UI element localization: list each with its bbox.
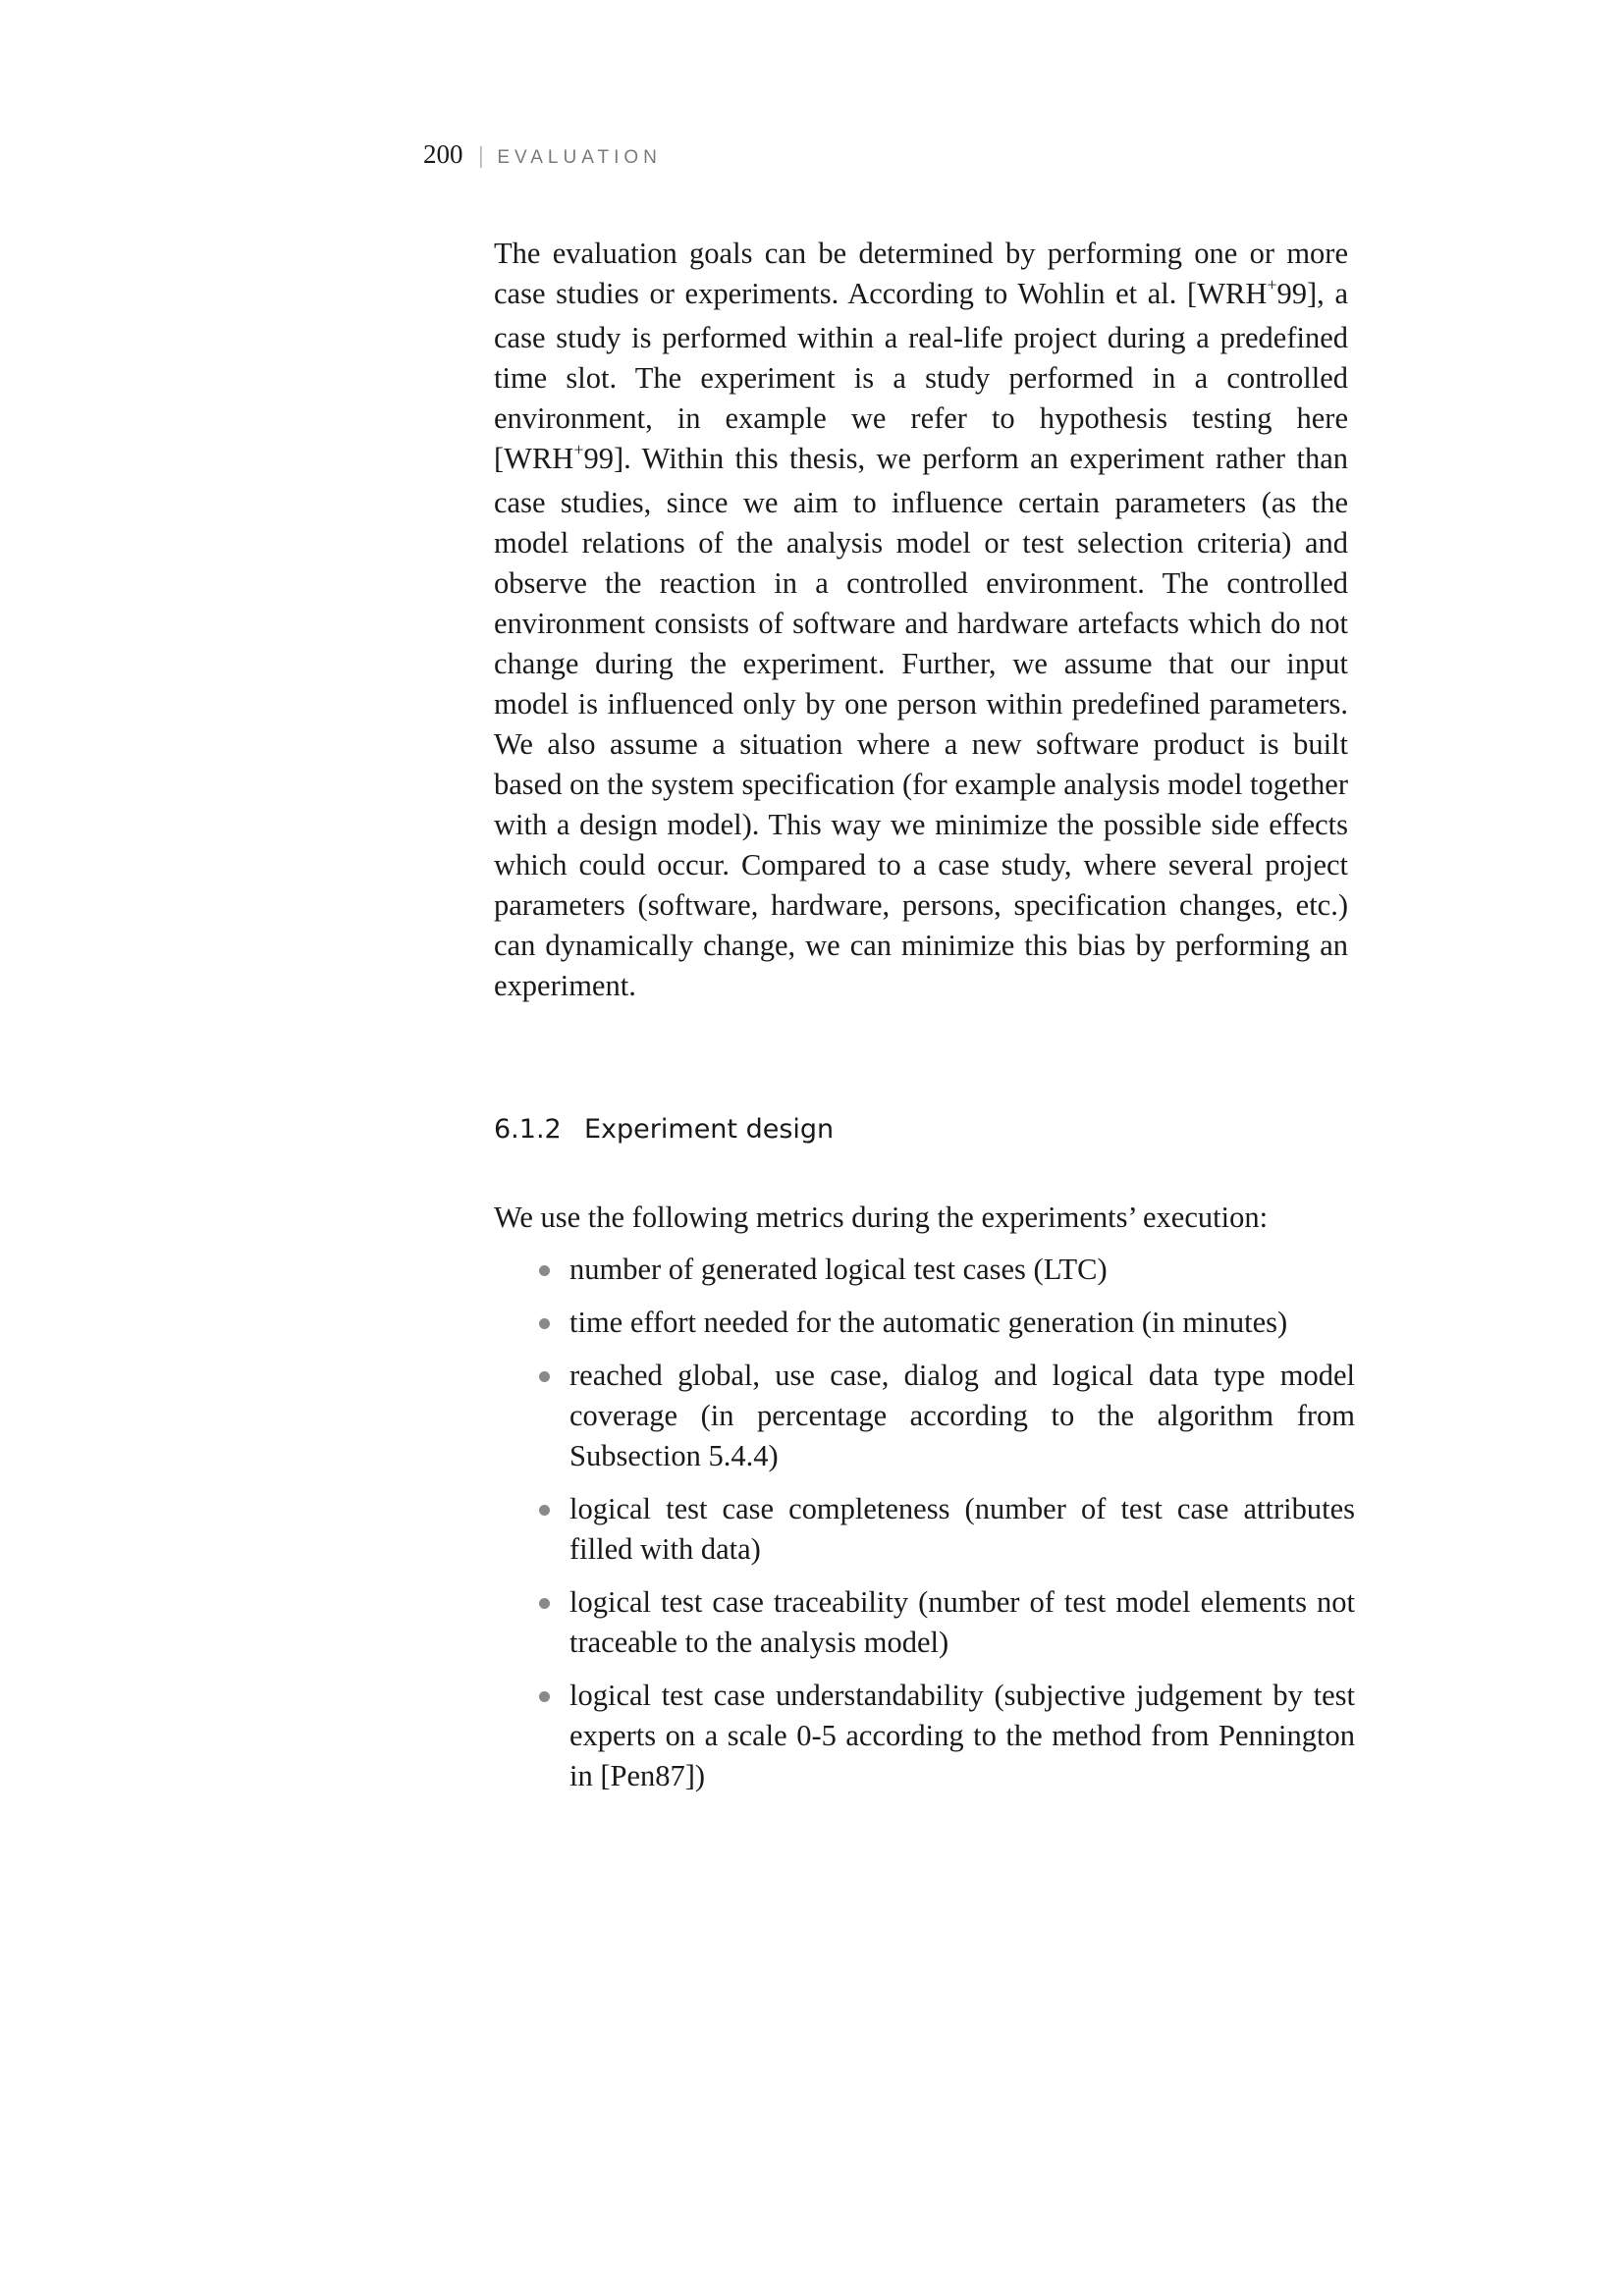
citation-wrh99-a: [WRH [1187, 277, 1268, 310]
list-item [494, 1489, 1358, 1570]
list-item-text: logical test case completeness (number of test case attributes filled with data) [569, 1492, 1355, 1566]
list-item-text: time effort needed for the automatic generation (in minutes) [569, 1306, 1288, 1339]
paragraph-text-2: 99], a case study is performed within a real-life project during a predefined time slot. The experiment is a study performed in a controlled environment, in example we refer to hypothesis testing here [WRH [494, 277, 1348, 475]
header-separator: | [478, 143, 484, 169]
bullet-icon [539, 1505, 550, 1516]
bullet-icon [539, 1371, 550, 1382]
bullet-icon [539, 1598, 550, 1609]
section-number: 6.1.2 [494, 1114, 562, 1145]
list-item [494, 1676, 1358, 1796]
page-number: 200 [423, 139, 463, 169]
paragraph-text-3: 99]. Within this thesis, we perform an experiment rather than case studies, since we aim to influence certain parameters (as the model relations of the analysis model or test selection criteria) and observe the reaction in a controlled environment. The controlled environment consists of software and hardware artefacts which do not change during the experiment. Further, we assume that our input model is influenced only by one person within predefined parameters. We also assume a situation where a new software product is built based on the system specification (for example analysis model together with a design model). This way we minimize the possible side effects which could occur. Compared to a case study, where several project parameters (software, hardware, persons, specification changes, etc.) can dynamically change, we can minimize this bias by performing an experiment. [494, 442, 1348, 1002]
citation-superscript-b: + [573, 440, 584, 459]
list-item-text: reached global, use case, dialog and logical data type model coverage (in percentage according to the algorithm from Subsection 5.4.4) [569, 1359, 1355, 1472]
paragraph-text-1: The evaluation goals can be determined by performing one or more case studies or experiments. According to Wohlin et al. [494, 237, 1348, 310]
section-title: Experiment design [584, 1114, 835, 1145]
list-item-text: logical test case understandability (subjective judgement by test experts on a scale 0-5 according to the method from Pennington in [Pen87]) [569, 1679, 1355, 1792]
bullet-icon [539, 1318, 550, 1329]
list-item [494, 1250, 1358, 1290]
chapter-title: EVALUATION [497, 147, 662, 168]
list-item [494, 1303, 1358, 1343]
list-item-text: logical test case traceability (number of test model elements not traceable to the analysis model) [569, 1585, 1355, 1659]
running-head [423, 137, 662, 175]
bullet-icon [539, 1265, 550, 1276]
body-paragraph [494, 234, 1348, 1006]
citation-superscript-a: + [1267, 275, 1277, 294]
metrics-intro: We use the following metrics during the experiments’ execution: [494, 1201, 1269, 1234]
list-item [494, 1582, 1358, 1663]
section-heading [494, 1113, 834, 1147]
list-item [494, 1356, 1358, 1476]
metrics-list [494, 1250, 1358, 1809]
list-item-text: number of generated logical test cases (LTC) [569, 1253, 1108, 1286]
bullet-icon [539, 1691, 550, 1702]
